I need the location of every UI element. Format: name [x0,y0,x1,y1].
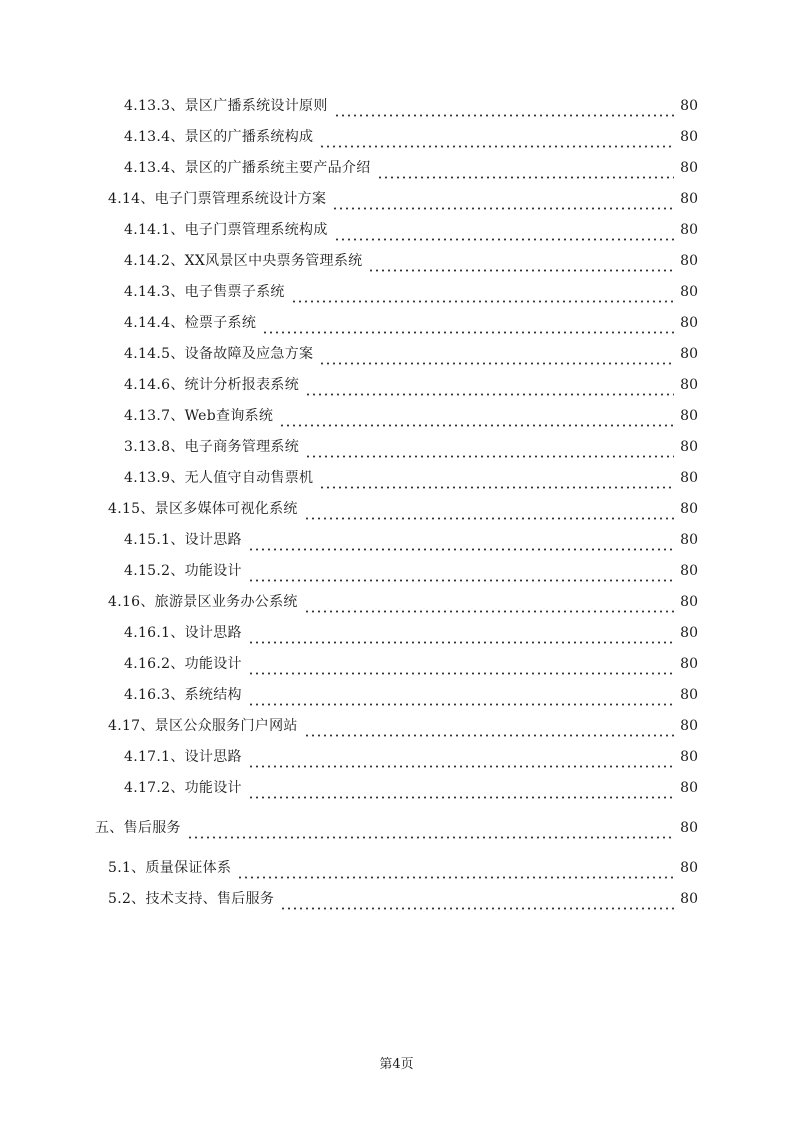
toc-entry-title: 4.15.2、功能设计 [124,563,242,579]
toc-dot-leader [248,784,674,799]
page-number-footer: 第4页 [379,1057,414,1072]
toc-entry[interactable] [124,622,698,644]
toc-entry-title: 4.13.9、无人值守自动售票机 [124,470,314,486]
toc-entry-page-number: 80 [680,160,698,176]
toc-dot-leader [305,443,674,458]
toc-entry-title: 4.16、旅游景区业务办公系统 [108,594,298,610]
toc-entry-page-number: 80 [680,687,698,703]
toc-dot-leader [248,629,674,644]
toc-entry-title: 3.13.8、电子商务管理系统 [124,439,300,455]
toc-entry-title: 4.14.2、XX风景区中央票务管理系统 [124,253,363,269]
toc-entry-title: 4.13.3、景区广播系统设计原则 [124,98,328,114]
toc-entry-title: 4.15、景区多媒体可视化系统 [108,501,298,517]
toc-entry[interactable] [124,436,698,458]
toc-entry-page-number: 80 [680,891,698,907]
toc-entry[interactable] [124,250,698,272]
toc-entry[interactable] [108,591,698,613]
toc-entry-page-number: 80 [680,532,698,548]
toc-entry-page-number: 80 [680,718,698,734]
toc-entry-page-number: 80 [680,191,698,207]
toc-dot-leader [368,257,674,272]
toc-entry-title: 4.17.1、设计思路 [124,749,242,765]
toc-entry[interactable] [95,817,698,839]
toc-entry-title: 5.1、质量保证体系 [108,860,232,876]
toc-dot-leader [279,412,674,427]
toc-dot-leader [319,474,674,489]
toc-dot-leader [377,164,675,179]
toc-dot-leader [319,133,674,148]
toc-entry[interactable] [124,374,698,396]
toc-dot-leader [334,102,675,117]
toc-entry-page-number: 80 [680,625,698,641]
toc-entry[interactable] [124,777,698,799]
toc-entry-title: 4.14.3、电子售票子系统 [124,284,285,300]
toc-entry-page-number: 80 [680,315,698,331]
toc-dot-leader [248,660,674,675]
toc-entry[interactable] [124,467,698,489]
toc-entry-title: 4.16.1、设计思路 [124,625,242,641]
toc-entry[interactable] [124,560,698,582]
toc-entry-page-number: 80 [680,594,698,610]
toc-entry-page-number: 80 [680,408,698,424]
toc-entry-page-number: 80 [680,439,698,455]
toc-entry-title: 4.17、景区公众服务门户网站 [108,718,298,734]
toc-dot-leader [280,895,674,910]
toc-entry[interactable] [108,888,698,910]
toc-entry-title: 4.14.4、检票子系统 [124,315,257,331]
toc-entry-title: 4.13.4、景区的广播系统主要产品介绍 [124,160,371,176]
toc-entry-title: 4.14.5、设备故障及应急方案 [124,346,314,362]
toc-dot-leader [291,288,674,303]
toc-entry[interactable] [124,281,698,303]
toc-entry-page-number: 80 [680,501,698,517]
toc-entry-title: 4.14.1、电子门票管理系统构成 [124,222,328,238]
toc-dot-leader [187,824,674,839]
toc-entry-page-number: 80 [680,470,698,486]
toc-entry-page-number: 80 [680,129,698,145]
toc-entry-page-number: 80 [680,820,698,836]
toc-entry-page-number: 80 [680,563,698,579]
toc-entry-title: 4.14、电子门票管理系统设计方案 [108,191,327,207]
toc-dot-leader [248,691,674,706]
toc-dot-leader [304,598,675,613]
toc-entry[interactable] [124,219,698,241]
toc-entry-page-number: 80 [680,253,698,269]
toc-entry-title: 4.15.1、设计思路 [124,532,242,548]
toc-dot-leader [237,864,674,879]
toc-entry-page-number: 80 [680,98,698,114]
toc-entry[interactable] [124,157,698,179]
toc-entry-title: 5.2、技术支持、售后服务 [108,891,275,907]
toc-dot-leader [248,567,674,582]
toc-entry[interactable] [108,857,698,879]
toc-dot-leader [248,753,674,768]
toc-entry[interactable] [124,126,698,148]
toc-entry[interactable] [124,529,698,551]
toc-entry[interactable] [108,498,698,520]
toc-dot-leader [334,226,675,241]
toc-dot-leader [248,536,674,551]
toc-entry[interactable] [124,312,698,334]
toc-entry-page-number: 80 [680,346,698,362]
toc-entry[interactable] [108,188,698,210]
toc-entry-title: 4.14.6、统计分析报表系统 [124,377,300,393]
toc-entry[interactable] [124,95,698,117]
toc-entry-title: 4.16.3、系统结构 [124,687,242,703]
toc-entry[interactable] [124,405,698,427]
toc-entry-title: 五、售后服务 [95,820,181,836]
toc-entry[interactable] [124,653,698,675]
toc-entry-page-number: 80 [680,780,698,796]
toc-dot-leader [304,505,675,520]
toc-entry[interactable] [124,684,698,706]
toc-entry-page-number: 80 [680,222,698,238]
toc-dot-leader [305,381,674,396]
toc-entry-title: 4.17.2、功能设计 [124,780,242,796]
toc-entry[interactable] [124,746,698,768]
toc-entry[interactable] [124,343,698,365]
toc-entry-title: 4.13.7、Web查询系统 [124,408,274,424]
toc-dot-leader [332,195,674,210]
toc-entry-page-number: 80 [680,656,698,672]
toc-entry-page-number: 80 [680,377,698,393]
toc-dot-leader [319,350,674,365]
toc-dot-leader [262,319,674,334]
toc-entry-page-number: 80 [680,284,698,300]
toc-entry-page-number: 80 [680,860,698,876]
toc-entry-title: 4.13.4、景区的广播系统构成 [124,129,314,145]
toc-entry[interactable] [108,715,698,737]
toc-dot-leader [304,722,675,737]
toc-entry-title: 4.16.2、功能设计 [124,656,242,672]
toc-entry-page-number: 80 [680,749,698,765]
